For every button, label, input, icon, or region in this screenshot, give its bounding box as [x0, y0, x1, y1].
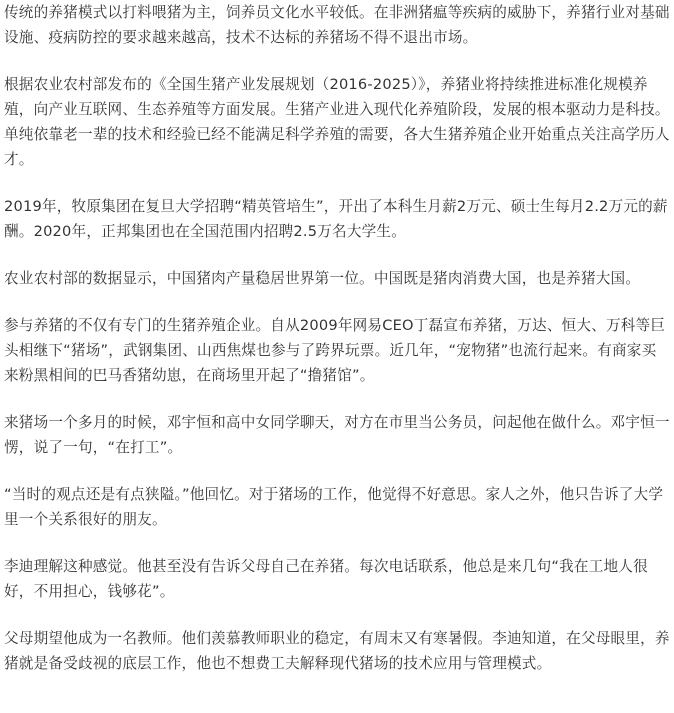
paragraph-spacer — [4, 50, 670, 72]
paragraph-spacer — [4, 388, 670, 410]
paragraph-spacer — [4, 172, 670, 194]
paragraph-spacer — [4, 532, 670, 554]
paragraph-spacer — [4, 291, 670, 313]
paragraph-spacer — [4, 604, 670, 626]
article-paragraph-5: 参与养猪的不仅有专门的生猪养殖企业。自从2009年网易CEO丁磊宣布养猪，万达、恒大、万科等巨头相继下“猪场”，武钢集团、山西焦煤也参与了跨界玩票。近几年，“宠物猪”也流行起来。有商家买来粉黑相间的巴马香猪幼崽，在商场里开起了“撸猪馆”。 — [4, 317, 666, 384]
article-paragraph-7: “当时的观点还是有点狭隘。”他回忆。对于猪场的工作，他觉得不好意思。家人之外，他只告诉了大学里一个关系很好的朋友。 — [4, 486, 664, 528]
article-paragraph-4: 农业农村部的数据显示，中国猪肉产量稳居世界第一位。中国既是猪肉消费大国，也是养猪大国。 — [4, 270, 641, 287]
article-paragraph-3: 2019年，牧原集团在复旦大学招聘“精英管培生”，开出了本科生月薪2万元、硕士生每月2.2万元的薪酬。2020年，正邦集团也在全国范围内招聘2.5万名大学生。 — [4, 198, 668, 240]
paragraph-spacer — [4, 244, 670, 266]
article-paragraph-1: 传统的养猪模式以打料喂猪为主，饲养员文化水平较低。在非洲猪瘟等疾病的威胁下，养猪行业对基础设施、疫病防控的要求越来越高，技术不达标的养猪场不得不退出市场。 — [4, 4, 670, 46]
article-paragraph-9: 父母期望他成为一名教师。他们羡慕教师职业的稳定，有周末又有寒暑假。李迪知道，在父母眼里，养猪就是备受歧视的底层工作，他也不想费工夫解释现代猪场的技术应用与管理模式。 — [4, 630, 670, 672]
article-paragraph-2: 根据农业农村部发布的《全国生猪产业发展规划（2016-2025）》，养猪业将持续推进标准化规模养殖，向产业互联网、生态养殖等方面发展。生猪产业进入现代化养殖阶段，发展的根本驱动力是科技。单纯依靠老一辈的技术和经验已经不能满足科学养殖的需要，各大生猪养殖企业开始重点关注高学历人才。 — [4, 76, 670, 168]
article-paragraph-8: 李迪理解这种感觉。他甚至没有告诉父母自己在养猪。每次电话联系，他总是来几句“我在工地人很好，不用担心，钱够花”。 — [4, 558, 648, 600]
article-paragraph-6: 来猪场一个多月的时候，邓宇恒和高中女同学聊天，对方在市里当公务员，问起他在做什么。邓宇恒一愣，说了一句，“在打工”。 — [4, 414, 670, 456]
paragraph-spacer — [4, 460, 670, 482]
